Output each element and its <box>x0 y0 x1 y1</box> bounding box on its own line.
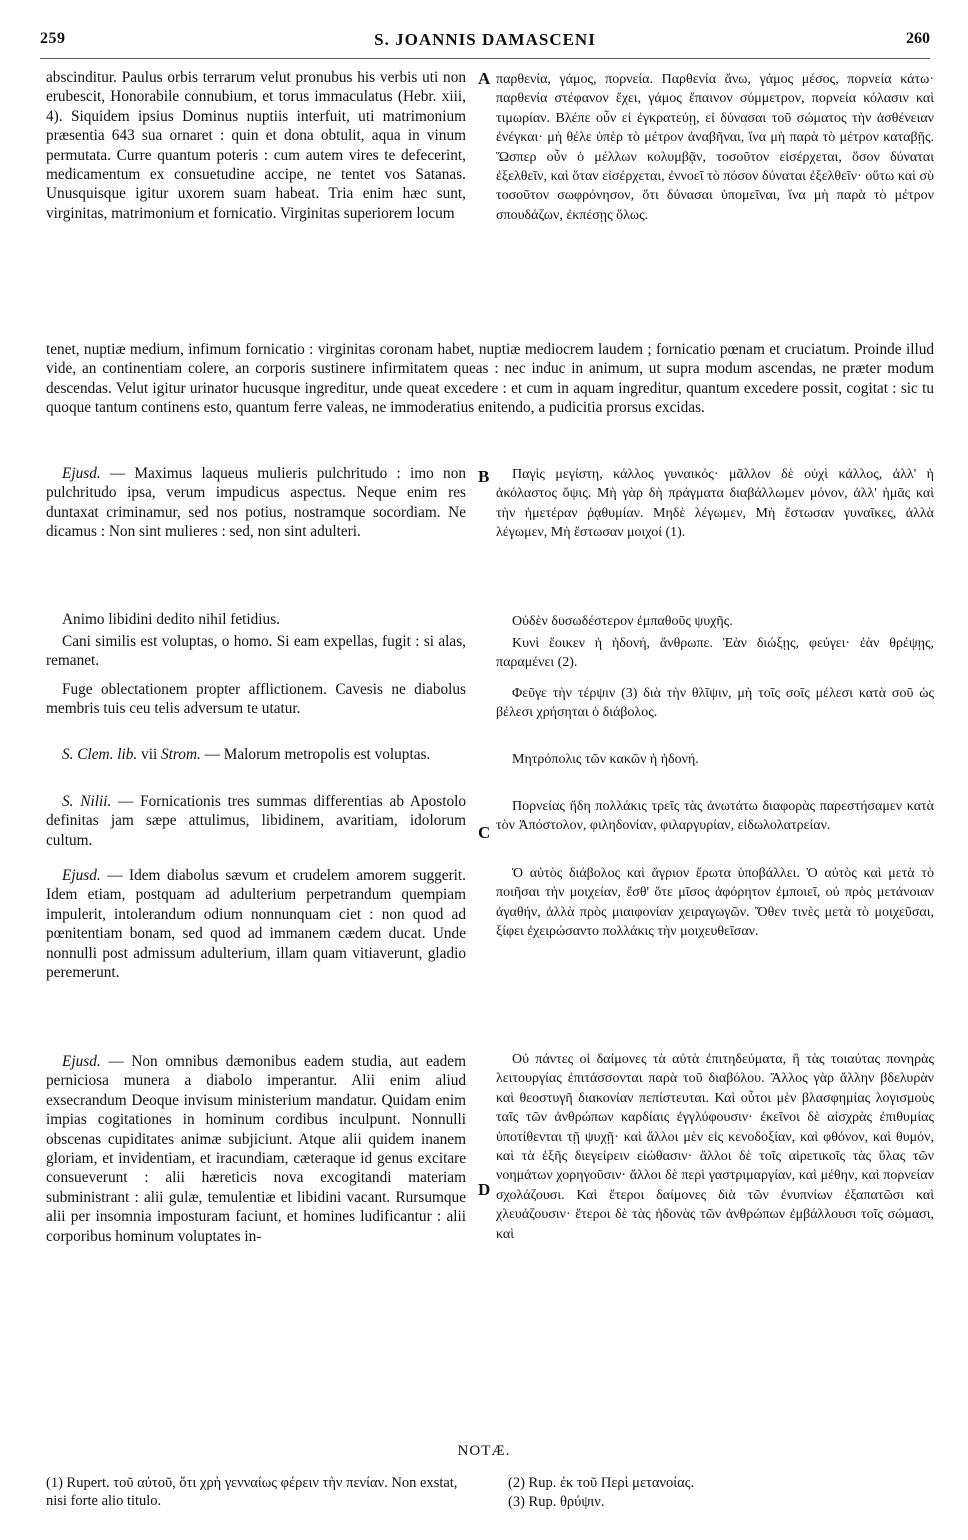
latin-paragraph <box>46 792 466 850</box>
greek-paragraph: Φεῦγε τὴν τέρψιν (3) διὰ τὴν θλῖψιν, μὴ τοῖς σοῖς μέλεσι κατὰ σοῦ ὡς βέλεσι χρήσηται ὁ διάβολος. <box>496 686 934 721</box>
latin-paragraph <box>46 464 466 542</box>
greek-paragraph: Ὁ αὐτὸς διάβολος καὶ ἄγριον ἔρωτα ὑποβάλλει. Ὁ αὐτὸς καὶ μετὰ τὸ ποιῆσαι τὴν μοιχείαν, ἔσθ' ὅτε μῖσος ἀφόρητον ἐμποιεῖ, οὐ πρὸς μετάνοιαν ἀγαθήν, ἀλλὰ πρὸς μιαιφονίαν χειραγωγῶν. Ὅθεν τινὲς μετὰ τὸ μοιχεῦσαι, ξίφει ἐχειρώσαντο πολλάκις τὴν μοιχευθεῖσαν. <box>496 866 934 940</box>
source-citation: Ejusd. <box>62 1053 101 1070</box>
header-rule <box>40 58 930 59</box>
greek-column-s7 <box>496 864 934 942</box>
greek-paragraph: Μητρόπολις τῶν κακῶν ἡ ἡδονή. <box>512 752 699 767</box>
source-work: Strom. <box>161 746 201 763</box>
greek-paragraph: Κυνὶ ἔοικεν ἡ ἡδονή, ἄνθρωπε. Ἐὰν διώξῃς, φεύγει· ἐὰν θρέψῃς, παραμένει (2). <box>496 636 934 671</box>
greek-paragraph: Οὐ πάντες οἱ δαίμονες τὰ αὐτὰ ἐπιτηδεύματα, ἢ τὰς τοιαύτας πονηρὰς λειτουργίας ἐπιτάσσονται παρὰ τοῦ διαβόλου. Ἄλλος γὰρ ἄλλην βδελυρὰν καὶ θεοστυγῆ διακονίαν πεπίστευται. Καὶ οὗτοι μὲν βλασφημίας λογισμοὺς ταῖς τῶν ἀνθρώπων καρδίαις ἐγγλύφουσιν· ἐκεῖνοι δὲ αἰσχρὰς ἐπιθυμίας ὑποτίθενται τῇ ψυχῇ· καὶ ἄλλοι μὲν εἰς κενοδοξίαν, καὶ φθόνον, καὶ θυμόν, καὶ τὰ ἑξῆς διεγείρειν εἰώθασιν· ἄλλοι δὲ τοῖς αἱρετικοῖς τὰς ὕλας τῶν νοημάτων χορηγοῦσιν· ἄλλοι δὲ περὶ γαστριμαργίαν, καὶ μέθην, καὶ πορνείαν σχολάζουσι. Καὶ ἕτεροι δαίμονες διὰ τῶν ἐνυπνίων ἐξαπατῶσι καὶ χλευάζουσιν· ἕτεροι δὲ τὰς ἡδονὰς τῶν ἀνθρώπων ἐμβάλλουσι τοῖς σώμασι, καὶ <box>496 1052 934 1242</box>
latin-column-s6 <box>46 792 466 850</box>
latin-column-s7 <box>46 866 466 982</box>
notes-heading: NOTÆ. <box>457 1443 511 1459</box>
greek-column-s8 <box>496 1050 934 1244</box>
greek-column-s5 <box>496 750 934 769</box>
latin-column-s3 <box>46 632 466 671</box>
greek-paragraph: Παγὶς μεγίστη, κάλλος γυναικός· μᾶλλον δὲ οὐχὶ κάλλος, ἀλλ' ἡ ἀκόλαστος ὄψις. Μὴ γὰρ δὴ πράγματα διαβάλλωμεν μόνον, ἀλλ' ἡμᾶς καὶ τὴν ἡμετέραν ῥᾳθυμίαν. Μηδὲ λέγωμεν, Μὴ ἔστωσαν γυναῖκες, ἀλλὰ λέγωμεν, Μὴ ἔστωσαν μοιχοί (1). <box>496 467 934 541</box>
latin-paragraph <box>46 866 466 982</box>
section-marker-c: C <box>478 823 491 842</box>
section-marker-b: B <box>478 467 490 486</box>
source-citation: S. Clem. lib. <box>62 746 138 763</box>
latin-text: — Idem diabolus sævum et crudelem amorem suggerit. Idem etiam, postquam ad adulterium perpetrandum quempiam impulerit, intolerandum odium nonnunquam ciet : non quod ad pœnitentiam bonam, sed quod ad immanem cædem ducat. Unde nonnulli post admissum adulterium, illam quam vitiaverunt, gladio peremerunt. <box>46 867 466 982</box>
latin-text: — Non omnibus dæmonibus eadem studia, aut eadem perniciosa munera a diabolo imperantur. Alii enim aliud exsecrandum Deoque invisum ministerium mandatur. Quidam enim impias cogitationes in hominum cordibus inculpunt. Nonnulli obscenas cupiditates animæ subjiciunt. Atque alii quidem inanem gloriam, et invidentiam, et iracundiam, cæteraque id genus excitare consueverunt : alii hæreticis nova excogitandi materiam subministrant : alii gulæ, temulentiæ et libidini vacant. Rursumque alii per insomnia imposturam faciunt, et homines ludificantur : alii corporibus hominum voluptates in- <box>46 1053 466 1245</box>
latin-column-intro <box>46 68 466 223</box>
greek-column-s4 <box>496 684 934 723</box>
latin-paragraph: abscinditur. Paulus orbis terrarum velut pronubus his verbis uti non erubescit, Honorabile connubium, et torus immaculatus (Hebr. xiii, 4). Siquidem ipsius Dominus nuptiis interfuit, uti matrimonium præsentia 643 sua ornaret : quin et dona obtulit, aqua in vinum permutata. Curre quantum poteris : cum autem vires te defecerint, medicamentum ex consuetudine accipe, ne tentet vos Satanas. Unusquisque igitur uxorem suam habeat. Tria enim hæc sunt, virginitas, matrimonium et fornicatio. Virginitas superiorem locum <box>46 69 466 222</box>
latin-paragraph <box>46 745 466 764</box>
footnote-2: (2) Rup. ἐκ τοῦ Περὶ μετανοίας. <box>508 1475 695 1491</box>
source-citation: Ejusd. <box>62 465 101 482</box>
full-width-paragraph <box>46 340 934 418</box>
footnote-3: (3) Rup. θρύψιν. <box>508 1494 605 1510</box>
latin-text: — Fornicationis tres summas differentias ab Apostolo definitas jam sæpe attulimus, libidinem, avaritiam, idolorum cultum. <box>46 793 466 849</box>
book-number: vii <box>137 746 162 763</box>
latin-text: — Maximus laqueus mulieris pulchritudo : imo non pulchritudo ipsa, verum impudicus aspectus. Neque enim res duntaxat criminamur, sed nos potius, nostramque socordiam. Ne dicamus : Non sint mulieres : sed, non sint adulteri. <box>46 465 466 541</box>
greek-column-s2 <box>496 612 934 631</box>
latin-paragraph: Cani similis est voluptas, o homo. Si eam expellas, fugit : si alas, remanet. <box>46 633 466 670</box>
latin-paragraph: Animo libidini dedito nihil fetidius. <box>62 611 280 628</box>
latin-column-s8 <box>46 1052 466 1246</box>
running-title: S. JOANNIS DAMASCENI <box>374 30 596 49</box>
source-citation: S. Nilii. <box>62 793 112 810</box>
latin-text: — Malorum metropolis est voluptas. <box>200 746 431 763</box>
latin-paragraph: tenet, nuptiæ medium, infimum fornicatio : virginitas coronam habet, nuptiæ mediocrem laudem ; fornicatio pœnam et cruciatum. Proinde illud vide, an continentiam colere, an corporis sustinere infirmitatem queas : nec induc in animum, ut supra modum ascendas, ne præter modum descendas. Velut igitur urinator hucusque ingreditur, unde queat excedere : et cum in aquam ingreditur, quantum excedere possit, cogitat : sic tu quoque tantum continens esto, quantum ferre valeas, ne immoderatius enitendo, a pudicitia prorsus excidas. <box>46 341 934 417</box>
greek-column-intro <box>496 70 934 225</box>
latin-column-s4 <box>46 680 466 719</box>
page-header <box>40 30 930 54</box>
latin-paragraph <box>46 1052 466 1246</box>
left-page-number: 259 <box>40 30 66 47</box>
greek-column-s3 <box>496 634 934 673</box>
section-marker-d: D <box>478 1180 491 1199</box>
footnote-1: (1) Rupert. τοῦ αὐτοῦ, ὅτι χρὴ γενναίως φέρειν τὴν πενίαν. Non exstat, nisi forte alio titulo. <box>46 1475 458 1509</box>
section-marker-a: A <box>478 69 491 88</box>
right-page-number: 260 <box>906 30 930 47</box>
latin-column-s5 <box>46 745 466 764</box>
source-citation: Ejusd. <box>62 867 101 884</box>
greek-paragraph: παρθενία, γάμος, πορνεία. Παρθενία ἄνω, γάμος μέσος, πορνεία κάτω· παρθενία στέφανον ἔχει, γάμος ἔπαινον σύμμετρον, πορνεία κόλασιν καὶ τιμωρίαν. Βλέπε οὖν εἰ ἐγκρατεύῃ, εἰ δύνασαι τοῦ σώματος τὴν ἀσθένειαν ἐνέγκαι· μὴ θέλε ὑπὲρ τὸ μέτρον ἀναβῆναι, ἵνα μὴ παρὰ τὸ μέτρον καταβῇς. Ὥσπερ οὖν ὁ μέλλων κολυμβᾷν, τοσοῦτον εἰσέρχεται, ὅσον δύναται ἐξελθεῖν, καὶ ὅταν εἰσέρχεται, ἐννοεῖ τὸ πόσον δύναται ἐξελθεῖν· οὕτω καὶ σὺ τοσοῦτον σωφρόνησον, ὅτι δύνασαι ὑπομεῖναι, ἵνα μὴ παρὰ τὸ μέτρον σπουδάζων, ἐκπέσῃς ὅλως. <box>496 72 934 223</box>
greek-column-s6 <box>496 797 934 836</box>
greek-paragraph: Πορνείας ἤδη πολλάκις τρεῖς τὰς ἀνωτάτω διαφορὰς παρεστήσαμεν κατὰ τὸν Ἀπόστολον, φιληδονίαν, φιλαργυρίαν, εἰδωλολατρείαν. <box>496 799 934 834</box>
latin-paragraph: Fuge oblectationem propter afflictionem. Cavesis ne diabolus membris tuis ceu telis adversum te utatur. <box>46 681 466 718</box>
latin-column-s2 <box>46 610 466 629</box>
greek-paragraph: Οὐδὲν δυσωδέστερον ἐμπαθοῦς ψυχῆς. <box>512 614 733 629</box>
latin-column-s1 <box>46 464 466 542</box>
greek-column-s1 <box>496 465 934 543</box>
